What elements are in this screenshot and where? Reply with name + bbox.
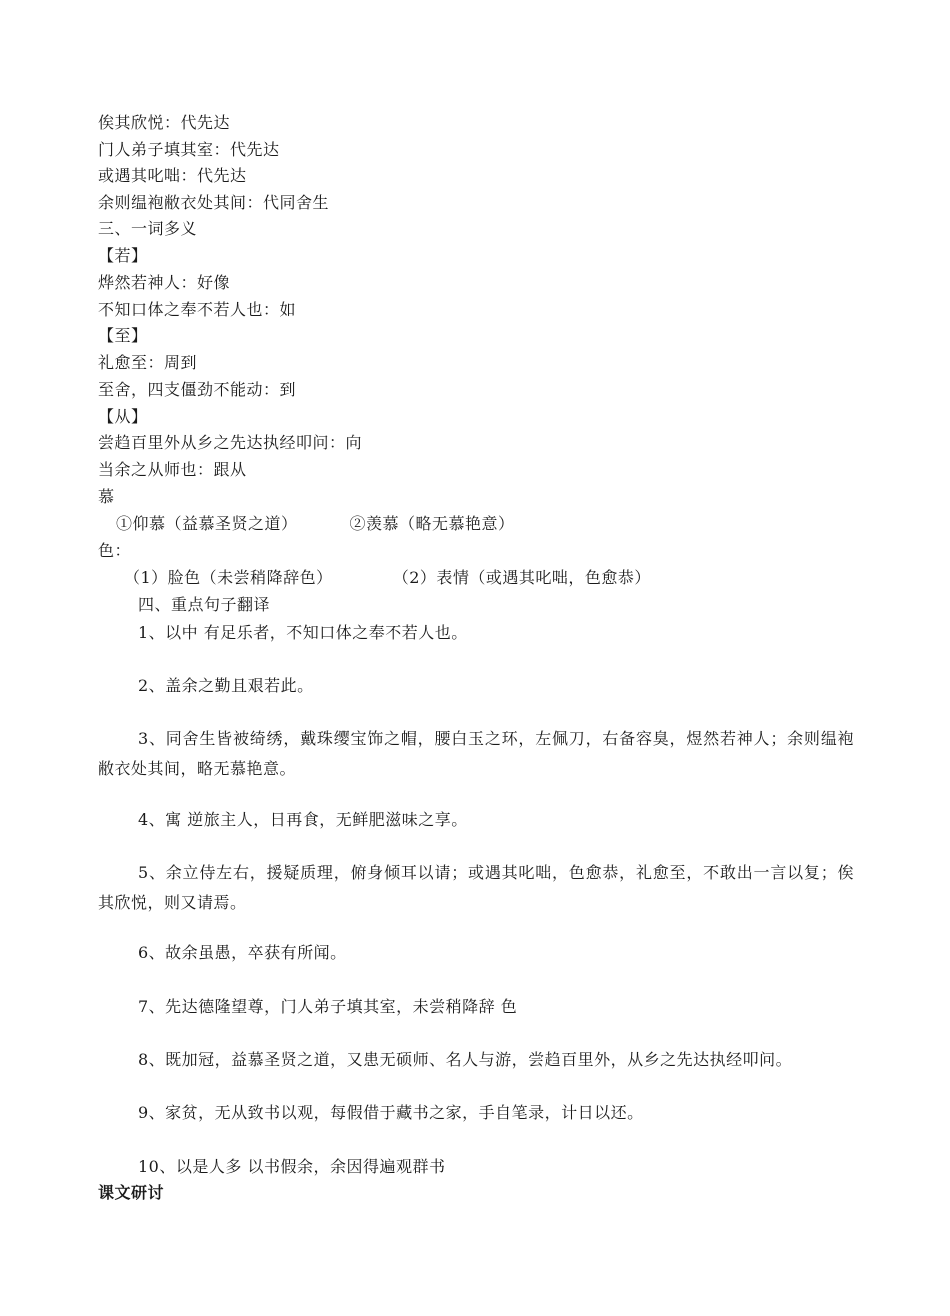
- meaning-item: ②羡慕（略无慕艳意）: [349, 514, 515, 533]
- meaning-item: ①仰慕（益慕圣贤之道）: [116, 514, 298, 533]
- term-heading: 慕: [98, 487, 115, 506]
- term-heading: 【从】: [98, 407, 148, 426]
- translation-sentence: 7、先达德隆望尊，门人弟子填其室，未尝稍降辞 色: [138, 997, 518, 1016]
- text-line: 俟其欣悦：代先达: [98, 113, 231, 132]
- text-line: 至舍，四支僵劲不能动：到: [98, 380, 297, 399]
- meaning-row: [124, 565, 651, 591]
- section-heading: 四、重点句子翻译: [138, 595, 271, 614]
- meaning-item: （2）表情（或遇其叱咄，色愈恭）: [392, 568, 651, 587]
- meaning-row: [116, 511, 515, 537]
- translation-sentence: 3、同舍生皆被绮绣，戴珠缨宝饰之帽，腰白玉之环，左佩刀，右备容臭，煜然若神人；余则缊袍敝衣处其间，略无慕艳意。: [98, 729, 854, 778]
- translation-sentence: 5、余立侍左右，援疑质理，俯身倾耳以请；或遇其叱咄，色愈恭，礼愈至，不敢出一言以复；俟其欣悦，则又请焉。: [98, 863, 854, 912]
- translation-sentence: 1、以中 有足乐者，不知口体之奉不若人也。: [138, 623, 468, 642]
- translation-sentence: 10、以是人多 以书假余，余因得遍观群书: [138, 1157, 446, 1176]
- text-line: 不知口体之奉不若人也：如: [98, 300, 297, 319]
- text-line: 尝趋百里外从乡之先达执经叩问：向: [98, 433, 363, 452]
- text-line: 门人弟子填其室：代先达: [98, 140, 280, 159]
- term-heading: 【若】: [98, 246, 148, 265]
- translation-sentence: 4、寓 逆旅主人，日再食，无鲜肥滋味之享。: [138, 810, 468, 829]
- translation-sentence: 9、家贫，无从致书以观，每假借于藏书之家，手自笔录，计日以还。: [138, 1103, 644, 1122]
- translation-sentence: 8、既加冠，益慕圣贤之道，又患无硕师、名人与游，尝趋百里外，从乡之先达执经叩问。: [138, 1050, 793, 1069]
- section-heading: 课文研讨: [98, 1183, 165, 1202]
- text-line: 当余之从师也：跟从: [98, 460, 247, 479]
- text-line: 余则缊袍敝衣处其间：代同舍生: [98, 193, 330, 212]
- text-line: 烨然若神人：好像: [98, 273, 231, 292]
- translation-sentence: 2、盖余之勤且艰若此。: [138, 676, 314, 695]
- term-heading: 色：: [98, 541, 132, 560]
- meaning-item: （1）脸色（未尝稍降辞色）: [124, 568, 333, 587]
- text-line: 或遇其叱咄：代先达: [98, 166, 247, 185]
- section-heading: 三、一词多义: [98, 219, 198, 238]
- term-heading: 【至】: [98, 326, 148, 345]
- text-line: 礼愈至：周到: [98, 353, 198, 372]
- translation-sentence: 6、故余虽愚，卒获有所闻。: [138, 943, 347, 962]
